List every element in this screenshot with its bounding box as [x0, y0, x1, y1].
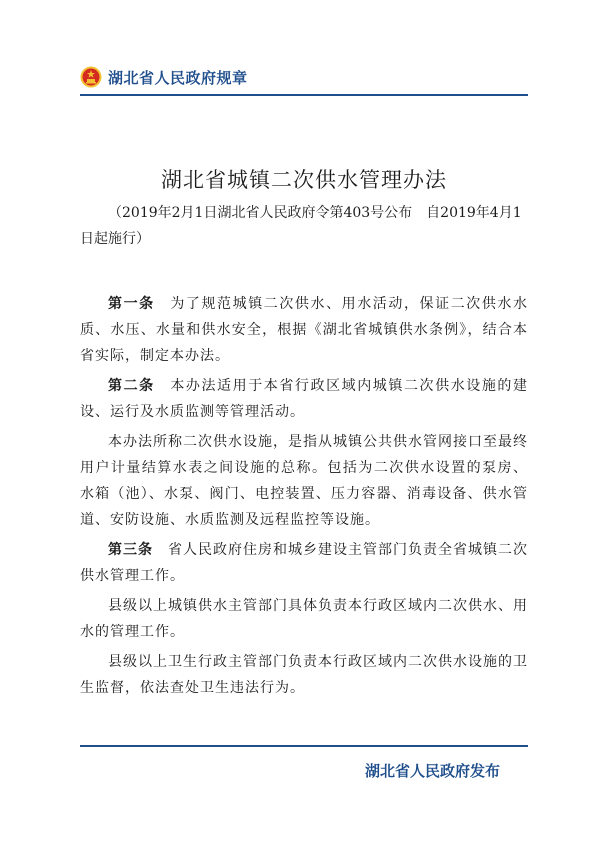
paragraph-text: 本办法适用于本省行政区域内城镇二次供水设施的建设、运行及水质监测等管理活动。 [80, 378, 529, 420]
paragraph-text: 为了规范城镇二次供水、用水活动，保证二次供水水质、水压、水量和供水安全，根据《湖北省城镇供水条例》，结合本省实际，制定本办法。 [80, 296, 529, 364]
footer-publisher: 湖北省人民政府发布 [364, 762, 500, 780]
document-title: 湖北省城镇二次供水管理办法 [161, 168, 447, 192]
article-label: 第一条 [108, 296, 155, 312]
header-title: 湖北省人民政府规章 [108, 68, 248, 87]
paragraph [80, 537, 528, 589]
paragraph [80, 373, 528, 425]
paragraph [80, 429, 528, 533]
document-body [80, 291, 528, 705]
paragraph-text: 县级以上城镇供水主管部门具体负责本行政区域内二次供水、用水的管理工作。 [80, 598, 528, 640]
paragraph-text: 省人民政府住房和城乡建设主管部门负责全省城镇二次供水管理工作。 [80, 542, 528, 584]
national-emblem-icon [80, 66, 102, 88]
article-label: 第二条 [108, 378, 155, 394]
paragraph-text: 县级以上卫生行政主管部门负责本行政区域内二次供水设施的卫生监督，依法查处卫生违法行为。 [80, 654, 528, 696]
paragraph [80, 291, 528, 369]
paragraph-text: 本办法所称二次供水设施，是指从城镇公共供水管网接口至最终用户计量结算水表之间设施的总称。包括为二次供水设置的泵房、水箱（池）、水泵、阀门、电控装置、压力容器、消毒设备、供水管道、安防设施、水质监测及远程监控等设施。 [80, 434, 528, 528]
header-divider [80, 94, 528, 96]
page-header [80, 62, 248, 92]
article-label: 第三条 [108, 542, 153, 558]
paragraph [80, 593, 528, 645]
paragraph [80, 649, 528, 701]
footer-divider [80, 745, 528, 747]
document-subtitle: （2019年2月1日湖北省人民政府令第403号公布 自2019年4月1日起施行） [80, 205, 522, 247]
